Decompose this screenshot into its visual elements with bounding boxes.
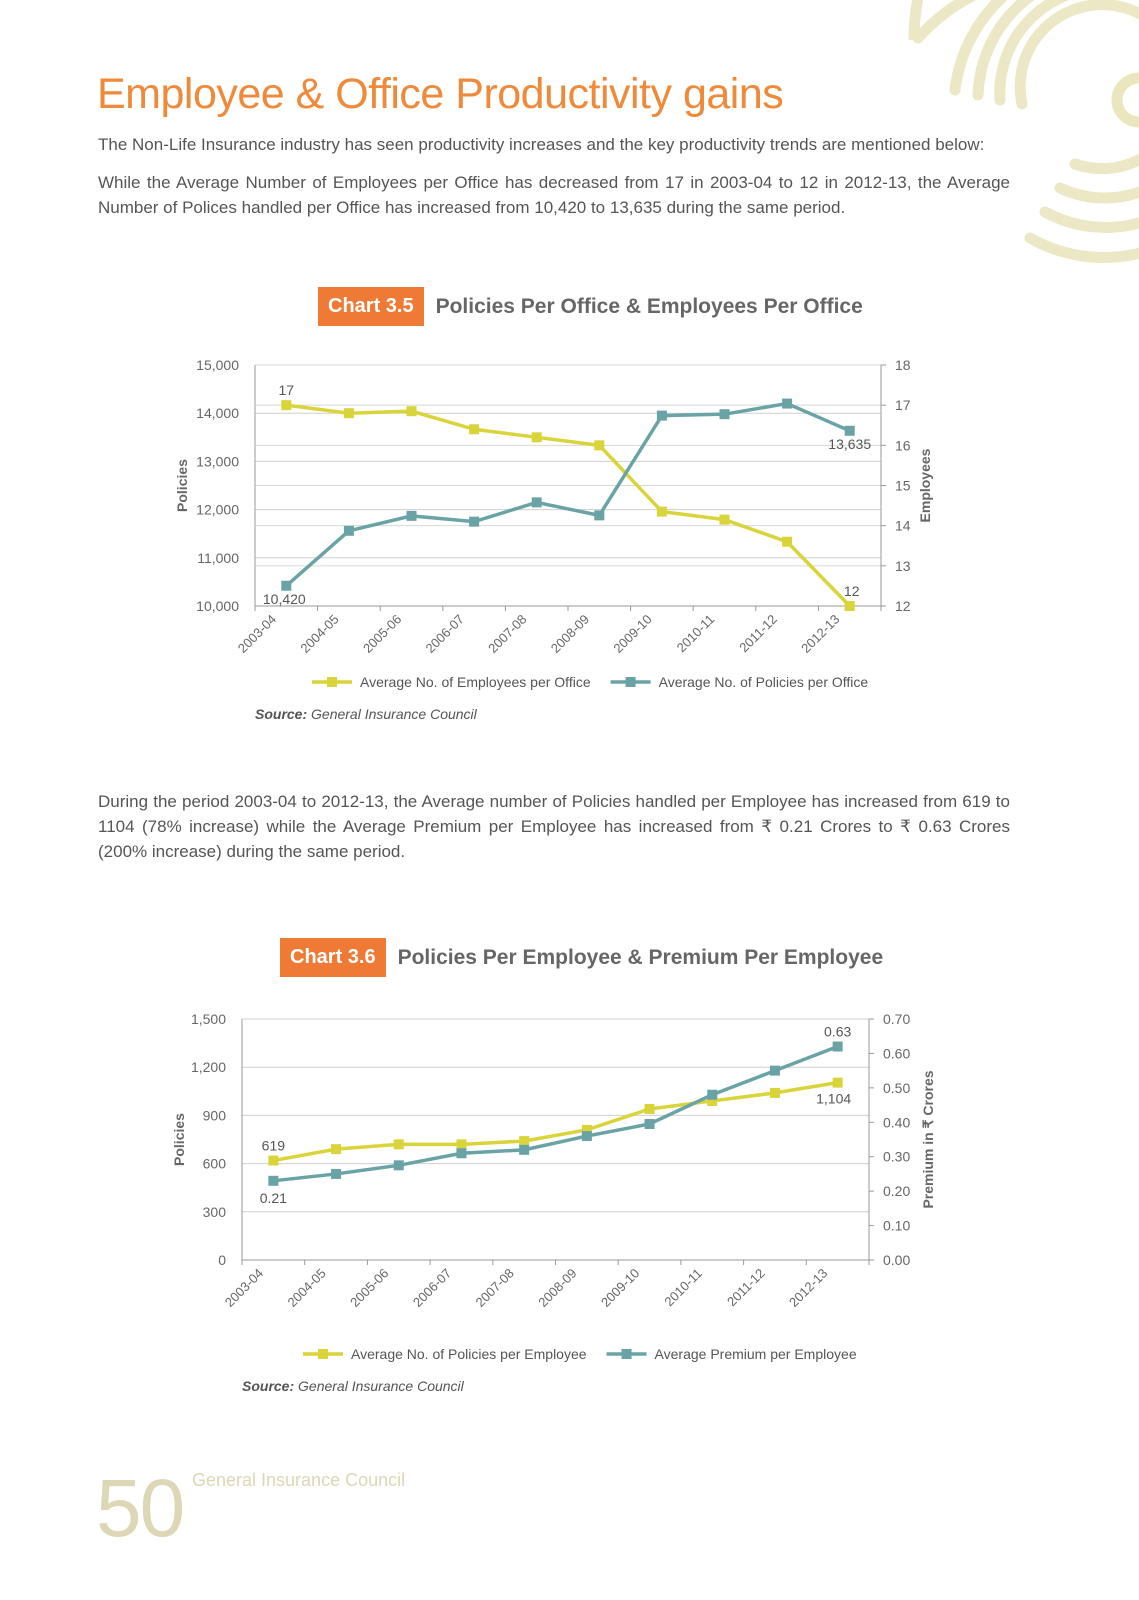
y-right-tick-label: 0.40 — [883, 1114, 911, 1131]
data-label: 1,104 — [816, 1090, 852, 1107]
footer-organization: General Insurance Council — [192, 1470, 406, 1490]
page-number: 50 — [96, 1463, 184, 1554]
data-label: 0.21 — [259, 1189, 287, 1206]
page-title: Employee & Office Productivity gains — [97, 70, 784, 118]
y-left-tick-label: 600 — [202, 1155, 226, 1172]
x-tick-label: 2009-10 — [610, 611, 655, 656]
chart-title: Policies Per Office & Employees Per Office — [435, 294, 863, 318]
data-point — [532, 432, 542, 442]
y-left-tick-label: 13,000 — [196, 453, 239, 470]
data-label: 0.63 — [824, 1023, 852, 1040]
data-point — [594, 440, 604, 450]
data-point — [582, 1131, 592, 1141]
y-left-tick-label: 14,000 — [196, 405, 239, 422]
paragraph-policies-per-employee: During the period 2003-04 to 2012-13, the Average number of Policies handled per Employee has increased from 619 to 1104 (78% increase) while the Average Premium per Employee has increased from ₹ 0.21 Crores to ₹ 0.63 Crores (200% increase) during the same period. — [98, 792, 1010, 861]
y-right-axis-title: Employees — [917, 448, 933, 523]
y-left-tick-label: 12,000 — [196, 501, 239, 518]
x-tick-label: 2006-07 — [422, 611, 467, 656]
x-tick-label: 2011-12 — [724, 1265, 768, 1310]
y-right-tick-label: 0.10 — [883, 1217, 911, 1234]
x-tick-label: 2008-09 — [535, 1265, 580, 1310]
x-tick-label: 2005-06 — [347, 1265, 392, 1310]
data-point — [519, 1145, 529, 1155]
series-line — [286, 405, 849, 606]
y-right-tick-label: 0.20 — [883, 1183, 911, 1200]
data-point — [845, 601, 855, 611]
data-point — [770, 1066, 780, 1076]
data-point — [268, 1156, 278, 1166]
y-right-tick-label: 14 — [895, 517, 911, 534]
data-point — [469, 517, 479, 527]
data-point — [344, 408, 354, 418]
intro-paragraph: The Non-Life Insurance industry has seen productivity increases and the key productivity trends are mentioned below: — [98, 135, 985, 154]
data-point — [720, 515, 730, 525]
data-point — [532, 497, 542, 507]
x-tick-label: 2004-05 — [284, 1265, 329, 1310]
data-point — [657, 411, 667, 421]
data-point — [456, 1148, 466, 1158]
x-tick-label: 2003-04 — [234, 611, 280, 656]
data-point — [456, 1139, 466, 1149]
source-text: General Insurance Council — [298, 1378, 464, 1394]
x-tick-label: 2003-04 — [221, 1265, 267, 1310]
paragraph-employees-per-office: While the Average Number of Employees per Office has decreased from 17 in 2003-04 to 12 in 2012-13, the Average Number of Polices handled per Office has increased from 10,420 to 13,635 during the same period. — [98, 173, 1010, 217]
chart-3-5-header — [318, 287, 863, 326]
y-right-tick-label: 12 — [895, 598, 911, 614]
data-point — [469, 424, 479, 434]
data-label: 12 — [843, 583, 860, 599]
legend-swatch-marker — [626, 677, 636, 687]
chart-3-6 — [0, 1000, 1139, 1390]
x-tick-label: 2012-13 — [798, 611, 843, 656]
source-label: Source: — [255, 706, 308, 722]
y-left-axis-title: Policies — [171, 1113, 187, 1166]
x-tick-label: 2010-11 — [673, 611, 718, 656]
y-right-tick-label: 13 — [895, 557, 911, 574]
data-point — [407, 406, 417, 416]
x-tick-label: 2012-13 — [786, 1265, 831, 1310]
y-left-tick-label: 15,000 — [196, 357, 239, 373]
data-point — [657, 507, 667, 517]
x-tick-label: 2007-08 — [472, 1265, 517, 1310]
y-left-tick-label: 0 — [218, 1252, 226, 1268]
y-right-tick-label: 17 — [895, 397, 911, 414]
data-point — [782, 399, 792, 409]
y-right-tick-label: 16 — [895, 437, 911, 454]
source-label: Source: — [242, 1378, 295, 1394]
data-point — [331, 1169, 341, 1179]
data-point — [281, 581, 291, 591]
series-line — [286, 404, 849, 586]
x-tick-label: 2011-12 — [736, 611, 780, 656]
y-left-tick-label: 300 — [202, 1203, 226, 1220]
x-tick-label: 2005-06 — [359, 611, 405, 656]
x-tick-label: 2006-07 — [409, 1265, 455, 1310]
legend-label: Average Premium per Employee — [654, 1346, 857, 1362]
y-right-tick-label: 18 — [895, 357, 911, 373]
legend-swatch-marker — [327, 677, 337, 687]
y-right-tick-label: 15 — [895, 477, 911, 494]
x-tick-label: 2007-08 — [485, 611, 530, 656]
y-right-tick-label: 0.60 — [883, 1045, 911, 1062]
data-label: 17 — [278, 382, 295, 399]
legend-swatch-marker — [318, 1349, 328, 1359]
data-label: 619 — [261, 1137, 286, 1154]
legend-label: Average No. of Policies per Office — [658, 674, 869, 690]
data-label: 13,635 — [828, 435, 872, 452]
data-point — [833, 1042, 843, 1052]
data-point — [281, 400, 291, 410]
data-point — [645, 1104, 655, 1114]
data-point — [407, 511, 417, 521]
y-right-tick-label: 0.70 — [883, 1011, 911, 1027]
y-left-tick-label: 900 — [202, 1107, 226, 1124]
y-right-tick-label: 0.00 — [883, 1252, 911, 1268]
data-point — [833, 1078, 843, 1088]
data-label: 10,420 — [262, 590, 306, 607]
data-point — [394, 1160, 404, 1170]
y-left-tick-label: 11,000 — [197, 549, 239, 566]
data-point — [519, 1136, 529, 1146]
chart-3-5-source — [255, 706, 477, 722]
y-left-tick-label: 1,200 — [190, 1059, 226, 1076]
series-line — [273, 1047, 837, 1181]
x-tick-label: 2010-11 — [661, 1265, 706, 1310]
data-point — [770, 1088, 780, 1098]
data-point — [594, 510, 604, 520]
y-left-axis-title: Policies — [174, 459, 190, 512]
data-point — [845, 426, 855, 436]
data-point — [645, 1119, 655, 1129]
chart-3-6-source — [242, 1378, 464, 1394]
chart-badge: Chart 3.5 — [318, 287, 424, 326]
data-point — [331, 1144, 341, 1154]
y-right-axis-title: Premium in ₹ Crores — [920, 1070, 936, 1209]
data-point — [344, 526, 354, 536]
chart-3-5 — [0, 345, 1139, 725]
data-point — [268, 1176, 278, 1186]
x-tick-label: 2004-05 — [297, 611, 342, 656]
y-right-tick-label: 0.30 — [883, 1148, 911, 1165]
legend-label: Average No. of Employees per Office — [360, 674, 591, 690]
chart-badge: Chart 3.6 — [280, 938, 386, 977]
y-left-tick-label: 1,500 — [190, 1011, 226, 1027]
legend-swatch-marker — [622, 1349, 632, 1359]
chart-3-6-header — [280, 938, 883, 977]
chart-title: Policies Per Employee & Premium Per Employee — [397, 945, 884, 969]
data-point — [720, 409, 730, 419]
x-tick-label: 2008-09 — [547, 611, 593, 656]
source-text: General Insurance Council — [311, 706, 477, 722]
data-point — [707, 1090, 717, 1100]
y-left-tick-label: 10,000 — [196, 598, 239, 614]
data-point — [782, 537, 792, 547]
legend-label: Average No. of Policies per Employee — [351, 1346, 587, 1362]
y-right-tick-label: 0.50 — [883, 1079, 911, 1096]
series-line — [273, 1083, 837, 1161]
data-point — [394, 1139, 404, 1149]
x-tick-label: 2009-10 — [597, 1265, 643, 1310]
